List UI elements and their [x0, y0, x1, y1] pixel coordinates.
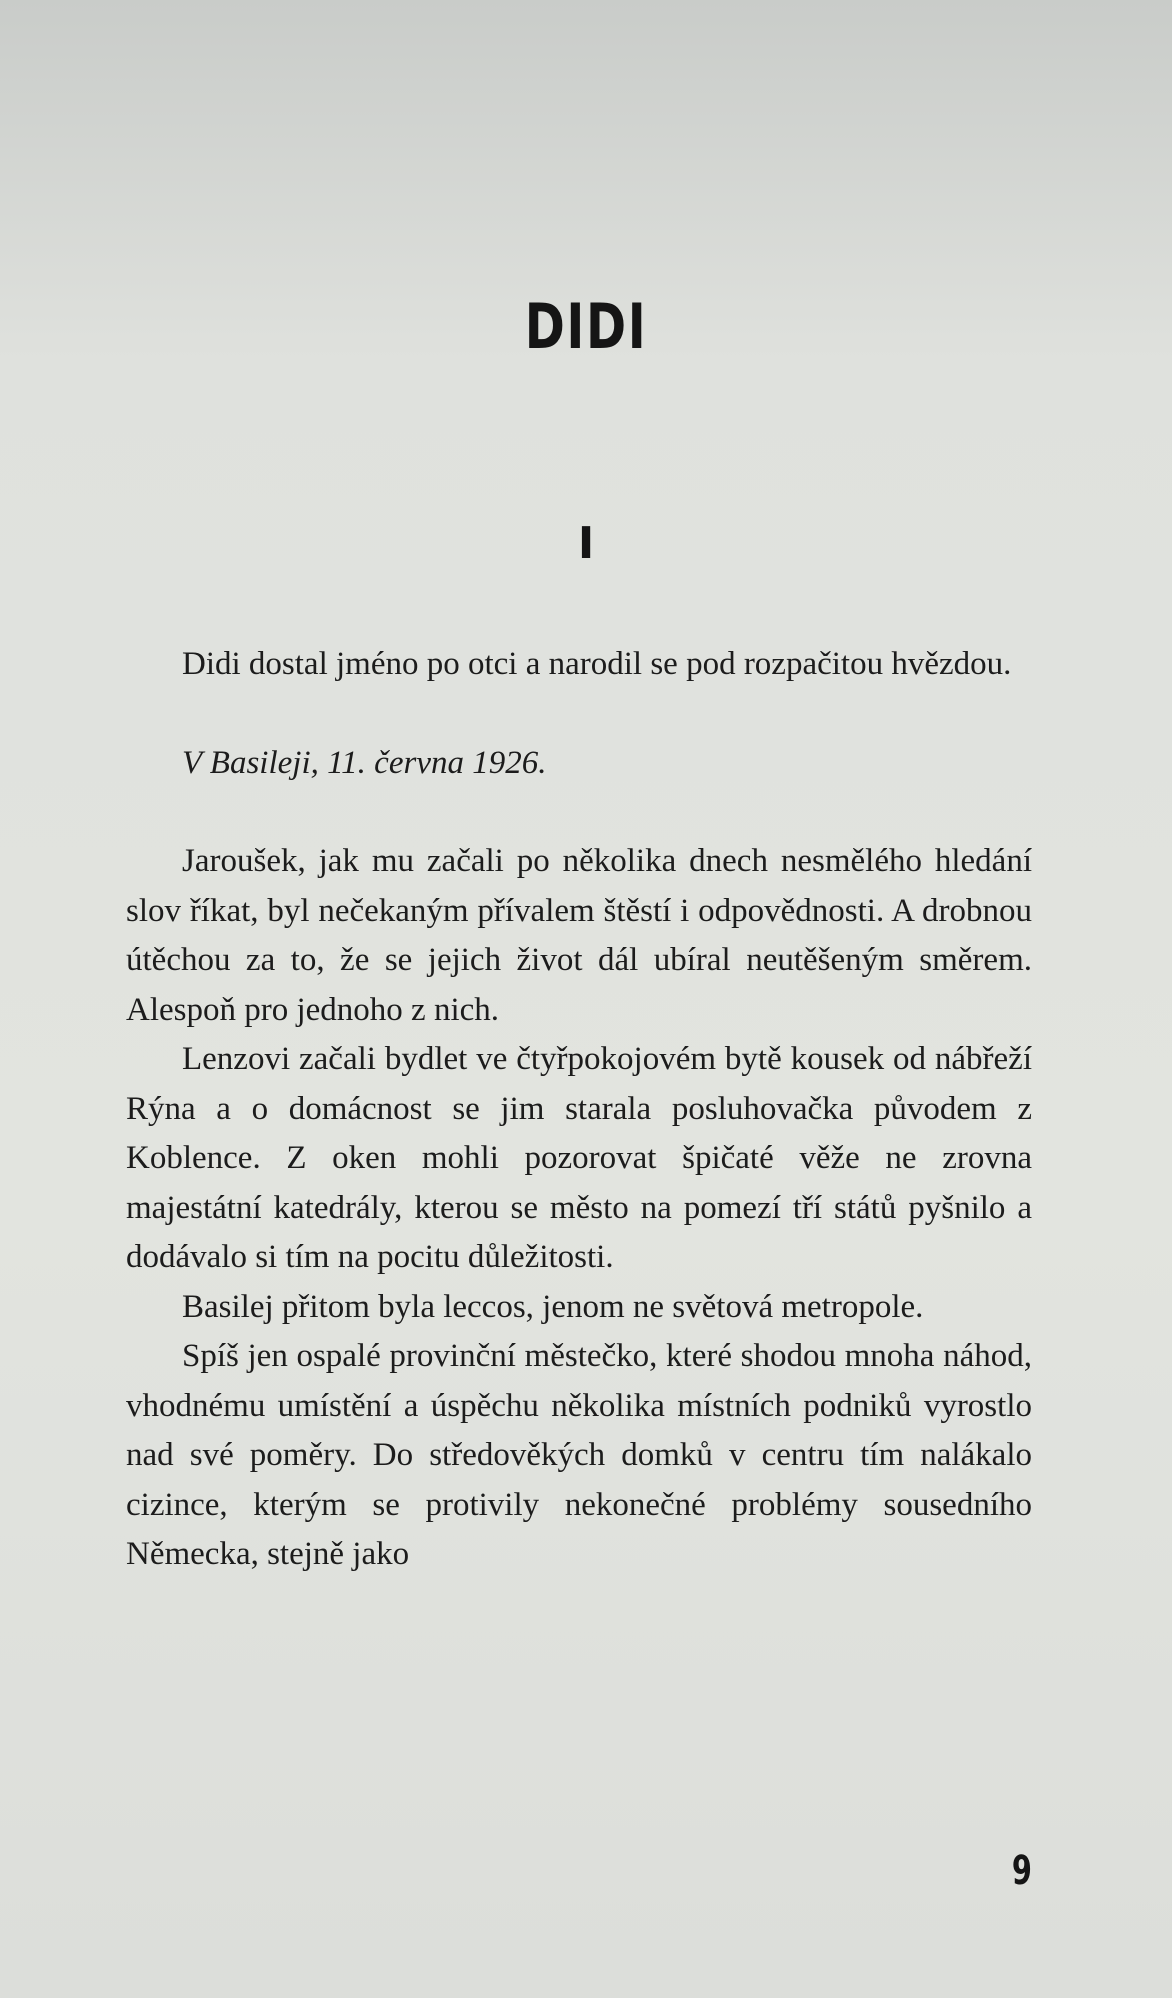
paragraph: Didi dostal jméno po otci a narodil se pod rozpačitou hvězdou. — [182, 646, 1012, 682]
paragraph: Lenzovi začali bydlet ve čtyřpokojovém bytě kousek od nábřeží Rýna a o domácnost se jim starala posluhovačka původem z Koblence. Z oken mohli pozorovat špičaté věže ne zrovna majestátní katedrály, kterou se město na pomezí tří států pyšnilo a dodávalo si tím na pocitu důležitosti. — [126, 1041, 1032, 1275]
place-date-line: V Basileji, 11. června 1926. — [182, 744, 547, 781]
chapter-title: DIDI — [524, 290, 648, 363]
paragraph: Basilej přitom byla leccos, jenom ne světová metropole. — [182, 1288, 924, 1325]
paragraph: Spíš jen ospalé provinční městečko, které shodou mnoha náhod, vhodnému umístění a úspěchu několika místních podniků vyrostlo nad své poměry. Do středověkých domků v centru tím nalákalo cizince, kterým se protivily nekonečné problémy sousedního Německa, stejně jako — [126, 1338, 1032, 1572]
section-number: I — [577, 518, 595, 569]
paragraph: Jaroušek, jak mu začali po několika dnech nesmělého hledání slov říkat, byl nečekaným přívalem štěstí i odpovědnosti. A drobnou útěchou za to, že se jejich život dál ubíral neutěšeným směrem. Alespoň pro jednoho z nich. — [126, 843, 1032, 1028]
page-number: 9 — [1012, 1848, 1033, 1894]
body-text — [126, 640, 1032, 1580]
